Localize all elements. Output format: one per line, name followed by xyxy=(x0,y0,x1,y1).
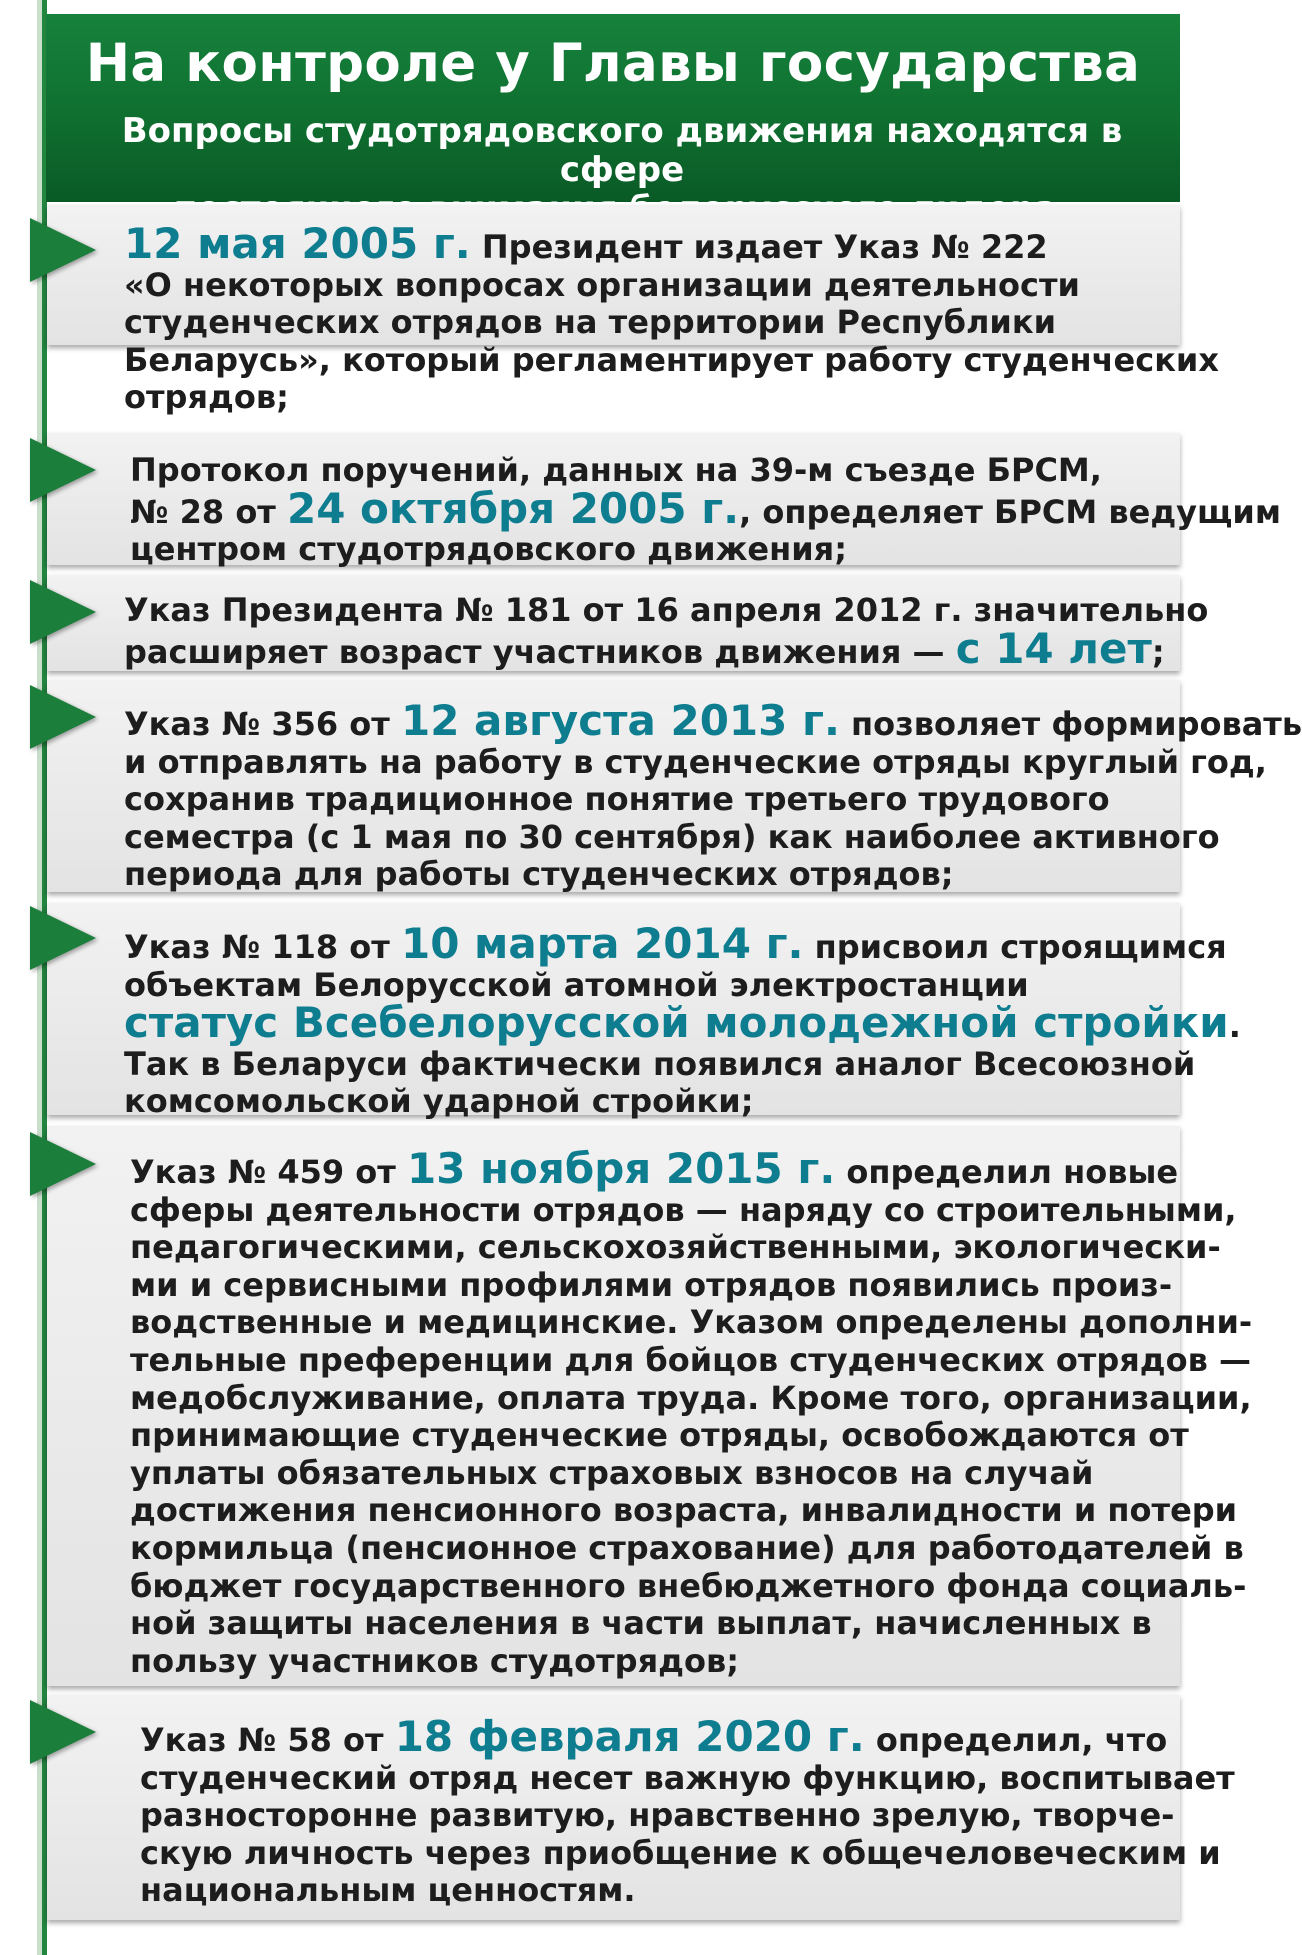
arrow-marker-icon xyxy=(30,1132,96,1196)
item-line: ной защиты населения в части выплат, начисленных в xyxy=(130,1604,1152,1643)
item-line: водственные и медицинские. Указом определены дополни- xyxy=(130,1303,1253,1342)
item-line: статус Всебелорусской молодежной стройки. xyxy=(124,998,1241,1048)
item-line: «О некоторых вопросах организации деятельности xyxy=(124,265,1080,304)
item-line: тельные преференции для бойцов студенческих отрядов — xyxy=(130,1340,1252,1379)
item-highlight: 24 октября 2005 г. xyxy=(286,483,740,533)
item-line: отрядов; xyxy=(124,378,289,417)
item-line: Указ № 118 от 10 марта 2014 г. присвоил строящимся xyxy=(124,919,1227,968)
item-line: семестра (с 1 мая по 30 сентября) как наиболее активного xyxy=(124,817,1220,856)
arrow-marker-icon xyxy=(30,1700,96,1764)
item-line: национальным ценностям. xyxy=(140,1871,636,1910)
item-line: 12 мая 2005 г. Президент издает Указ № 222 xyxy=(124,219,1048,268)
item-line: и отправлять на работу в студенческие отряды круглый год, xyxy=(124,742,1267,781)
item-line: центром студотрядовского движения; xyxy=(130,530,847,569)
arrow-marker-icon xyxy=(30,438,96,502)
arrow-marker-icon xyxy=(30,580,96,644)
item-line: ми и сервисными профилями отрядов появились произ- xyxy=(130,1265,1173,1304)
item-line: пользу участников студотрядов; xyxy=(130,1641,739,1680)
item-text xyxy=(124,219,1219,417)
item-line: Указ Президента № 181 от 16 апреля 2012 г. значительно xyxy=(124,591,1209,629)
subtitle-line-1: Вопросы студотрядовского движения находятся в сфере xyxy=(121,111,1123,190)
arrow-marker-icon xyxy=(30,218,96,282)
item-line: скую личность через приобщение к общечеловеческим и xyxy=(140,1833,1221,1872)
item-line: студенческий отряд несет важную функцию, воспитывает xyxy=(140,1758,1235,1797)
arrow-marker-icon xyxy=(30,685,96,749)
item-line: разносторонне развитую, нравственно зрелую, творче- xyxy=(140,1796,1175,1835)
item-highlight: 18 февраля 2020 г. xyxy=(394,1712,865,1761)
item-highlight: 13 ноября 2015 г. xyxy=(406,1144,836,1193)
item-line: Указ № 459 от 13 ноября 2015 г. определил новые xyxy=(130,1144,1179,1193)
item-line: комсомольской ударной стройки; xyxy=(124,1082,754,1121)
item-line: Указ № 58 от 18 февраля 2020 г. определил, что xyxy=(140,1712,1168,1761)
item-line: № 28 от 24 октября 2005 г., определяет БРСМ ведущим xyxy=(130,483,1281,533)
item-text xyxy=(140,1712,1235,1910)
item-highlight: 12 августа 2013 г. xyxy=(400,696,840,745)
item-line: объектам Белорусской атомной электростанции xyxy=(124,965,1029,1004)
item-text xyxy=(130,452,1281,569)
item-text xyxy=(124,592,1208,671)
item-highlight: с 14 лет xyxy=(955,623,1152,673)
item-line: педагогическими, сельскохозяйственными, экологически- xyxy=(130,1228,1221,1267)
item-text xyxy=(124,919,1241,1121)
item-line: уплаты обязательных страховых взносов на случай xyxy=(130,1453,1094,1492)
item-line: кормильца (пенсионное страхование) для работодателей в xyxy=(130,1528,1244,1567)
item-text xyxy=(130,1144,1253,1680)
item-line: достижения пенсионного возраста, инвалидности и потери xyxy=(130,1491,1238,1530)
item-line: бюджет государственного внебюджетного фонда социаль- xyxy=(130,1566,1247,1605)
item-line: Протокол поручений, данных на 39-м съезде БРСМ, xyxy=(130,451,1102,489)
header-banner xyxy=(46,14,1180,202)
item-highlight: 10 марта 2014 г. xyxy=(400,919,804,968)
page-title: На контроле у Главы государства xyxy=(85,33,1141,94)
item-line: принимающие студенческие отряды, освобождаются от xyxy=(130,1416,1189,1455)
item-line: Так в Беларуси фактически появился аналог Всесоюзной xyxy=(124,1044,1196,1083)
item-line: Беларусь», который регламентирует работу студенческих xyxy=(124,340,1219,379)
item-text xyxy=(124,696,1302,894)
item-highlight: статус Всебелорусской молодежной стройки xyxy=(124,998,1229,1048)
item-highlight: 12 мая 2005 г. xyxy=(124,219,471,268)
item-line: Указ № 356 от 12 августа 2013 г. позволяет формировать xyxy=(124,696,1302,745)
item-line: студенческих отрядов на территории Республики xyxy=(124,303,1056,342)
arrow-marker-icon xyxy=(30,906,96,970)
item-line: медобслуживание, оплата труда. Кроме того, организации, xyxy=(130,1378,1252,1417)
item-line: сохранив традиционное понятие третьего трудового xyxy=(124,780,1110,819)
item-line: периода для работы студенческих отрядов; xyxy=(124,855,954,894)
item-line: сферы деятельности отрядов — наряду со строительными, xyxy=(130,1190,1237,1229)
item-line: расширяет возраст участников движения — с 14 лет; xyxy=(124,623,1165,673)
